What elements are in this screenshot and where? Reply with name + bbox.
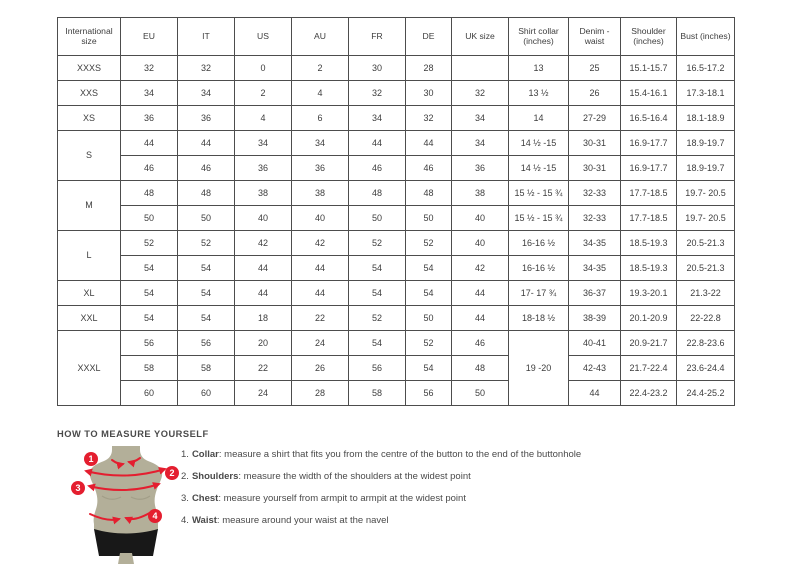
table-cell: 14 ½ -15 <box>509 156 569 181</box>
stand-shape <box>118 553 134 564</box>
instruction-text: : measure a shirt that fits you from the centre of the button to the end of the buttonhole <box>218 449 582 460</box>
table-cell: 13 <box>509 56 569 81</box>
table-cell: 40-41 <box>569 331 621 356</box>
table-cell: 38 <box>235 181 292 206</box>
size-label-cell: XXXL <box>58 331 121 406</box>
table-row <box>58 331 735 356</box>
table-cell: 46 <box>406 156 452 181</box>
table-row <box>58 56 735 81</box>
table-cell: 44 <box>406 131 452 156</box>
table-row <box>58 131 735 156</box>
instruction-text: : measure yourself from armpit to armpit at the widest point <box>218 493 466 504</box>
table-cell: 44 <box>292 256 349 281</box>
table-cell: 32 <box>178 56 235 81</box>
table-cell: 21.7-22.4 <box>621 356 677 381</box>
table-cell: 54 <box>178 256 235 281</box>
table-cell: 4 <box>235 106 292 131</box>
table-cell: 27-29 <box>569 106 621 131</box>
size-label-cell: XL <box>58 281 121 306</box>
table-row <box>58 81 735 106</box>
table-cell: 44 <box>569 381 621 406</box>
table-cell: 50 <box>178 206 235 231</box>
table-row <box>58 106 735 131</box>
table-cell: 28 <box>406 56 452 81</box>
column-header: Bust (inches) <box>677 18 735 56</box>
table-cell: 16.5-16.4 <box>621 106 677 131</box>
instruction-term: Waist <box>191 515 217 526</box>
table-cell: 16.9-17.7 <box>621 131 677 156</box>
table-cell: 50 <box>406 206 452 231</box>
table-cell: 36 <box>178 106 235 131</box>
table-row <box>58 181 735 206</box>
table-cell: 50 <box>452 381 509 406</box>
table-cell: 54 <box>121 256 178 281</box>
table-cell: 14 <box>509 106 569 131</box>
instruction-number: 4. <box>181 515 189 526</box>
table-cell: 20.9-21.7 <box>621 331 677 356</box>
table-cell: 46 <box>349 156 406 181</box>
svg-text:4: 4 <box>152 511 158 522</box>
table-cell: 46 <box>178 156 235 181</box>
table-cell: 14 ½ -15 <box>509 131 569 156</box>
table-cell: 30 <box>349 56 406 81</box>
table-row <box>58 306 735 331</box>
table-cell: 52 <box>406 331 452 356</box>
column-header: Shirt collar (inches) <box>509 18 569 56</box>
table-cell: 2 <box>292 56 349 81</box>
table-cell: 22.4-23.2 <box>621 381 677 406</box>
size-label-cell: XS <box>58 106 121 131</box>
table-cell: 44 <box>452 306 509 331</box>
table-row <box>58 156 735 181</box>
measure-instruction-shoulders <box>181 471 581 482</box>
svg-text:3: 3 <box>75 483 81 494</box>
table-cell: 19.7- 20.5 <box>677 181 735 206</box>
size-label-cell: XXS <box>58 81 121 106</box>
table-cell: 54 <box>178 306 235 331</box>
table-cell: 38-39 <box>569 306 621 331</box>
table-cell: 18-18 ½ <box>509 306 569 331</box>
table-cell: 17.7-18.5 <box>621 206 677 231</box>
table-cell: 30-31 <box>569 156 621 181</box>
table-cell: 44 <box>349 131 406 156</box>
marker-1-badge <box>84 452 98 466</box>
column-header: FR <box>349 18 406 56</box>
table-cell: 34 <box>178 81 235 106</box>
table-cell: 30-31 <box>569 131 621 156</box>
table-cell: 34 <box>292 131 349 156</box>
table-cell: 48 <box>452 356 509 381</box>
measure-instruction-waist <box>181 515 581 526</box>
table-cell: 44 <box>235 256 292 281</box>
table-cell: 15 ½ - 15 ¾ <box>509 181 569 206</box>
table-cell: 42 <box>292 231 349 256</box>
table-cell: 19.3-20.1 <box>621 281 677 306</box>
table-cell: 18.9-19.7 <box>677 156 735 181</box>
table-cell: 20.5-21.3 <box>677 231 735 256</box>
table-cell: 54 <box>349 256 406 281</box>
table-cell: 15 ½ - 15 ¾ <box>509 206 569 231</box>
table-cell: 44 <box>178 131 235 156</box>
table-cell: 16.9-17.7 <box>621 156 677 181</box>
table-cell: 36-37 <box>569 281 621 306</box>
shirt-collar-merged-cell: 19 -20 <box>509 331 569 406</box>
table-row <box>58 231 735 256</box>
table-cell: 48 <box>406 181 452 206</box>
table-cell: 40 <box>292 206 349 231</box>
table-row <box>58 356 735 381</box>
table-cell: 34 <box>121 81 178 106</box>
table-cell: 42 <box>452 256 509 281</box>
table-cell: 36 <box>292 156 349 181</box>
table-cell: 44 <box>235 281 292 306</box>
table-cell: 48 <box>349 181 406 206</box>
table-cell: 16-16 ½ <box>509 256 569 281</box>
svg-text:2: 2 <box>169 468 175 479</box>
size-label-cell: XXL <box>58 306 121 331</box>
table-cell: 36 <box>235 156 292 181</box>
table-cell: 44 <box>452 281 509 306</box>
column-header: Shoulder (inches) <box>621 18 677 56</box>
table-cell: 20.5-21.3 <box>677 256 735 281</box>
table-cell: 26 <box>292 356 349 381</box>
table-cell: 52 <box>349 306 406 331</box>
table-cell: 42 <box>235 231 292 256</box>
instruction-term: Chest <box>191 493 219 504</box>
how-to-measure-section <box>57 429 757 569</box>
table-cell: 52 <box>406 231 452 256</box>
size-label-cell: XXXS <box>58 56 121 81</box>
table-cell: 32-33 <box>569 181 621 206</box>
table-cell: 46 <box>121 156 178 181</box>
table-cell: 17.3-18.1 <box>677 81 735 106</box>
table-cell: 60 <box>121 381 178 406</box>
table-cell: 18.5-19.3 <box>621 231 677 256</box>
table-cell: 54 <box>406 356 452 381</box>
column-header: Denim - waist <box>569 18 621 56</box>
torso-figure-illustration <box>69 446 181 564</box>
table-cell: 6 <box>292 106 349 131</box>
table-cell: 32 <box>452 81 509 106</box>
measure-instruction-chest <box>181 493 581 504</box>
table-cell: 4 <box>292 81 349 106</box>
size-label-cell: S <box>58 131 121 181</box>
table-cell: 24 <box>235 381 292 406</box>
instruction-term: Shoulders <box>191 471 239 482</box>
table-cell: 44 <box>121 131 178 156</box>
instruction-term: Collar <box>191 449 219 460</box>
table-cell: 40 <box>452 231 509 256</box>
column-header: UK size <box>452 18 509 56</box>
table-cell: 32 <box>349 81 406 106</box>
table-cell: 32 <box>121 56 178 81</box>
table-cell: 24 <box>292 331 349 356</box>
table-cell: 26 <box>569 81 621 106</box>
table-cell: 15.4-16.1 <box>621 81 677 106</box>
table-cell: 54 <box>121 306 178 331</box>
table-cell: 54 <box>406 256 452 281</box>
table-body <box>58 56 735 406</box>
table-cell: 22.8-23.6 <box>677 331 735 356</box>
table-cell: 34-35 <box>569 256 621 281</box>
table-cell: 16.5-17.2 <box>677 56 735 81</box>
svg-text:1: 1 <box>88 454 94 465</box>
table-cell: 0 <box>235 56 292 81</box>
table-cell: 54 <box>121 281 178 306</box>
table-cell: 15.1-15.7 <box>621 56 677 81</box>
table-cell: 34 <box>235 131 292 156</box>
table-cell: 34 <box>349 106 406 131</box>
instruction-text: : measure around your waist at the navel <box>216 515 389 526</box>
table-cell: 17- 17 ¾ <box>509 281 569 306</box>
table-cell: 56 <box>349 356 406 381</box>
table-cell: 13 ½ <box>509 81 569 106</box>
marker-3-badge <box>71 481 85 495</box>
marker-2-badge <box>165 466 179 480</box>
table-cell: 56 <box>178 331 235 356</box>
table-cell: 46 <box>452 331 509 356</box>
section-heading: HOW TO MEASURE YOURSELF <box>57 429 209 439</box>
table-cell: 20.1-20.9 <box>621 306 677 331</box>
measure-instructions-list <box>181 446 581 537</box>
table-cell: 54 <box>349 331 406 356</box>
table-cell: 52 <box>349 231 406 256</box>
table-cell: 42-43 <box>569 356 621 381</box>
instruction-text: : measure the width of the shoulders at the widest point <box>238 471 471 482</box>
table-cell: 25 <box>569 56 621 81</box>
table-cell: 50 <box>406 306 452 331</box>
table-cell: 38 <box>452 181 509 206</box>
table-cell: 36 <box>121 106 178 131</box>
table-cell: 58 <box>121 356 178 381</box>
table-cell: 34-35 <box>569 231 621 256</box>
instruction-number: 2. <box>181 471 189 482</box>
column-header: AU <box>292 18 349 56</box>
table-cell <box>452 56 509 81</box>
table-cell: 40 <box>235 206 292 231</box>
table-cell: 17.7-18.5 <box>621 181 677 206</box>
table-cell: 18.5-19.3 <box>621 256 677 281</box>
table-cell: 50 <box>121 206 178 231</box>
table-cell: 32 <box>406 106 452 131</box>
table-cell: 58 <box>349 381 406 406</box>
table-cell: 16-16 ½ <box>509 231 569 256</box>
table-cell: 56 <box>121 331 178 356</box>
table-cell: 52 <box>178 231 235 256</box>
column-header: DE <box>406 18 452 56</box>
table-cell: 22 <box>292 306 349 331</box>
table-cell: 21.3-22 <box>677 281 735 306</box>
table-cell: 34 <box>452 106 509 131</box>
table-cell: 44 <box>292 281 349 306</box>
measurement-figure <box>69 446 181 569</box>
table-cell: 18 <box>235 306 292 331</box>
size-label-cell: L <box>58 231 121 281</box>
table-row <box>58 256 735 281</box>
size-label-cell: M <box>58 181 121 231</box>
column-header: International size <box>58 18 121 56</box>
table-row <box>58 281 735 306</box>
table-cell: 54 <box>178 281 235 306</box>
measure-instruction-collar <box>181 449 581 460</box>
table-cell: 20 <box>235 331 292 356</box>
size-chart-table <box>57 17 735 406</box>
column-header: EU <box>121 18 178 56</box>
table-cell: 54 <box>349 281 406 306</box>
table-cell: 40 <box>452 206 509 231</box>
table-cell: 2 <box>235 81 292 106</box>
table-cell: 56 <box>406 381 452 406</box>
table-cell: 32-33 <box>569 206 621 231</box>
table-cell: 50 <box>349 206 406 231</box>
table-cell: 34 <box>452 131 509 156</box>
table-cell: 19.7- 20.5 <box>677 206 735 231</box>
table-cell: 58 <box>178 356 235 381</box>
table-cell: 48 <box>178 181 235 206</box>
table-cell: 22 <box>235 356 292 381</box>
table-cell: 48 <box>121 181 178 206</box>
instruction-number: 1. <box>181 449 189 460</box>
table-cell: 23.6-24.4 <box>677 356 735 381</box>
header-row <box>58 18 735 56</box>
table-cell: 38 <box>292 181 349 206</box>
marker-4-badge <box>148 509 162 523</box>
table-cell: 28 <box>292 381 349 406</box>
table-cell: 22-22.8 <box>677 306 735 331</box>
instruction-number: 3. <box>181 493 189 504</box>
table-cell: 60 <box>178 381 235 406</box>
table-cell: 54 <box>406 281 452 306</box>
table-cell: 52 <box>121 231 178 256</box>
column-header: US <box>235 18 292 56</box>
table-row <box>58 206 735 231</box>
table-cell: 36 <box>452 156 509 181</box>
table-cell: 30 <box>406 81 452 106</box>
table-row <box>58 381 735 406</box>
table-cell: 18.9-19.7 <box>677 131 735 156</box>
table-cell: 24.4-25.2 <box>677 381 735 406</box>
column-header: IT <box>178 18 235 56</box>
table-cell: 18.1-18.9 <box>677 106 735 131</box>
